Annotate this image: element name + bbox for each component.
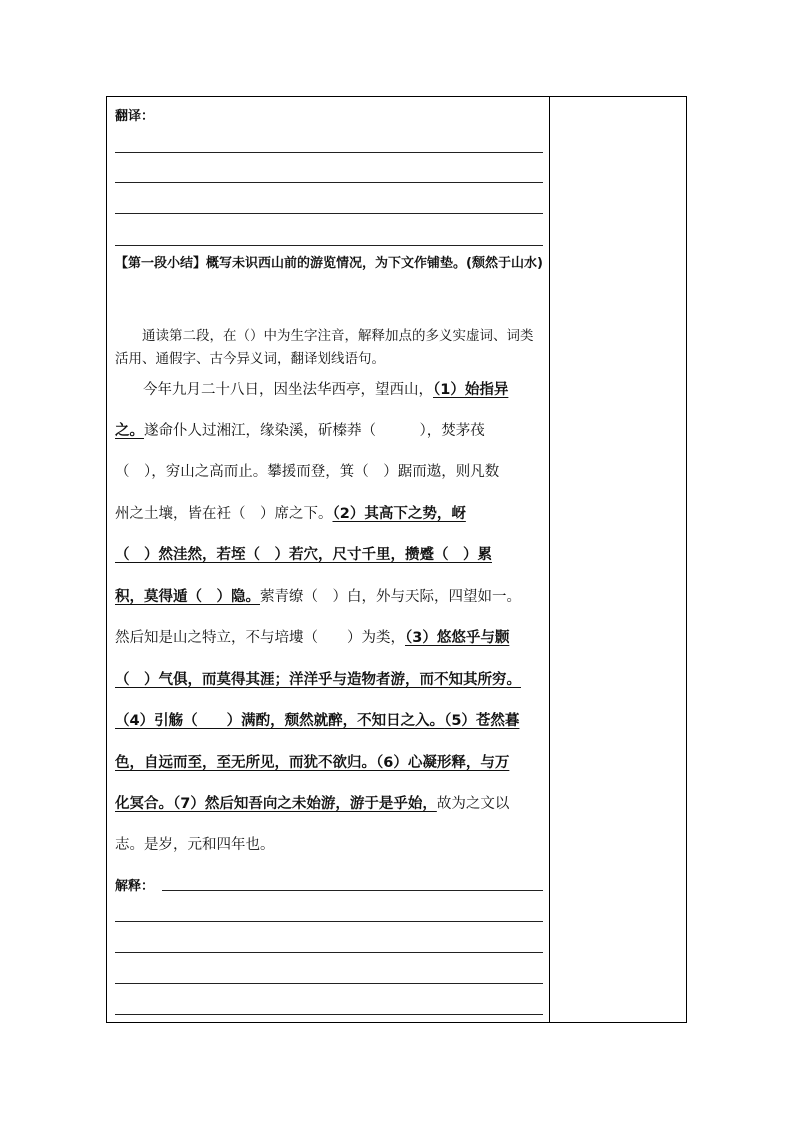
underlined-sentence: （ ）然洼然，若垤（ ）若穴，尺寸千里，攒蹙（ ）累 [115,547,492,563]
underlined-sentence: 化冥合。 [115,796,173,812]
underlined-sentence: （ ）气俱，而莫得其涯；洋洋乎与造物者游，而不知其所穷。 [115,672,521,688]
passage-text: 遂命仆人过湘江，缘染溪，斫榛莽（ ），焚茅茷 [144,423,485,439]
passage-text: （ ），穷山之高而止。攀援而登，箕（ ）踞而遨，则凡数 [115,464,500,480]
translation-answer-line[interactable] [115,152,543,153]
underlined-sentence: 之。 [115,423,144,439]
passage-text: 萦青缭（ ）白，外与天际，四望如一。 [260,589,521,605]
translation-answer-line[interactable] [115,245,543,246]
passage-text: 州之土壤，皆在衽（ ）席之下。 [115,506,333,522]
explanation-label: 解释： [115,879,155,894]
passage-line [115,793,547,815]
passage-text: 志。是岁，元和四年也。 [115,837,275,853]
passage-line [115,420,547,442]
explanation-answer-line[interactable] [115,921,543,922]
underlined-sentence: 积，莫得遁（ ）隐。 [115,589,260,605]
underlined-sentence: （7）然后知吾向之未始游，游于是乎始， [173,796,437,812]
explanation-answer-line[interactable] [115,952,543,953]
passage-line [115,544,547,566]
passage-text: 今年九月二十八日，因坐法华西亭，望西山， [143,382,433,398]
explanation-answer-line[interactable] [115,1014,543,1015]
underlined-sentence: 色，自远而至，至无所见，而犹不欲归。 [115,755,376,771]
passage-line [115,379,547,401]
translation-label: 翻译： [115,109,155,124]
passage-line [115,503,547,525]
notes-column[interactable] [550,97,686,1022]
passage-line [115,586,547,608]
passage-line [115,834,547,856]
underlined-sentence: （3）悠悠乎与颢 [405,630,510,646]
underlined-sentence: （5）苍然暮 [444,713,520,729]
explanation-answer-line[interactable] [162,890,543,891]
passage-line [115,669,547,691]
passage-line [115,461,547,483]
passage-line [115,752,547,774]
underlined-sentence: （4）引觞（ ）满酌，颓然就醉，不知日之入。 [115,713,445,729]
explanation-answer-line[interactable] [115,983,543,984]
worksheet-table [106,96,687,1023]
underlined-sentence: （2）其高下之势，岈 [332,506,466,522]
underlined-sentence: （6）心凝形释，与万 [376,755,510,771]
underlined-sentence: （1）始指异 [433,382,509,398]
passage-line [115,627,547,649]
paragraph-summary: 【第一段小结】概写未识西山前的游览情况，为下文作铺垫。(颓然于山水) [115,256,543,271]
passage-text: 故为之文以 [436,796,510,812]
translation-answer-line[interactable] [115,182,543,183]
passage-line [115,710,547,732]
passage-text: 然后知是山之特立，不与培塿（ ）为类， [115,630,405,646]
instruction-text: 通读第二段，在（）中为生字注音，解释加点的多义实虚词、词类活用、通假字、古今异义词，翻译划线语句。 [115,328,534,367]
translation-answer-line[interactable] [115,213,543,214]
